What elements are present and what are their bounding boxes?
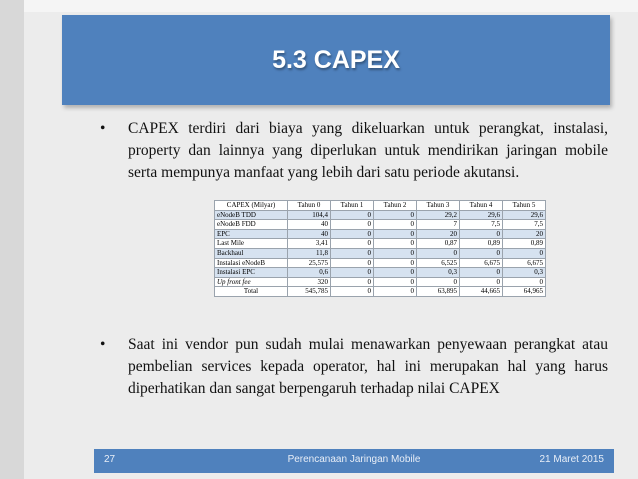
row-label-cell: Up front fee bbox=[215, 277, 288, 287]
value-cell: 104,4 bbox=[288, 210, 331, 220]
value-cell: 0 bbox=[331, 258, 374, 268]
table-header-cell: Tahun 4 bbox=[460, 201, 503, 211]
table-header-row bbox=[215, 201, 546, 211]
table-header-cell: CAPEX (Milyar) bbox=[215, 201, 288, 211]
value-cell: 0 bbox=[331, 239, 374, 249]
bullet-vendor-services bbox=[100, 334, 608, 400]
value-cell: 40 bbox=[288, 220, 331, 230]
table-header-cell: Tahun 2 bbox=[374, 201, 417, 211]
value-cell: 0 bbox=[503, 277, 546, 287]
row-label-cell: Instalasi EPC bbox=[215, 268, 288, 278]
value-cell: 7 bbox=[417, 220, 460, 230]
table-row bbox=[215, 268, 546, 278]
value-cell: 0,6 bbox=[288, 268, 331, 278]
row-label-cell: Total bbox=[215, 287, 288, 297]
value-cell: 320 bbox=[288, 277, 331, 287]
table-row bbox=[215, 239, 546, 249]
row-label-cell: Instalasi eNodeB bbox=[215, 258, 288, 268]
row-label-cell: Backhaul bbox=[215, 248, 288, 258]
value-cell: 0 bbox=[331, 229, 374, 239]
value-cell: 3,41 bbox=[288, 239, 331, 249]
value-cell: 0,89 bbox=[460, 239, 503, 249]
value-cell: 0 bbox=[374, 277, 417, 287]
value-cell: 0 bbox=[417, 248, 460, 258]
slide-title: 5.3 CAPEX bbox=[272, 45, 400, 74]
value-cell: 0 bbox=[331, 220, 374, 230]
bullet-text: Saat ini vendor pun sudah mulai menawarkan penyewaan perangkat atau pembelian services kepada operator, hal ini merupakan hal yang harus diperhatikan dan sangat berpengaruh terhadap nilai CAPEX bbox=[128, 336, 608, 397]
table-header-cell: Tahun 0 bbox=[288, 201, 331, 211]
table-header-cell: Tahun 5 bbox=[503, 201, 546, 211]
page-number: 27 bbox=[104, 454, 116, 465]
value-cell: 25,575 bbox=[288, 258, 331, 268]
value-cell: 0 bbox=[374, 268, 417, 278]
value-cell: 29,6 bbox=[460, 210, 503, 220]
value-cell: 0 bbox=[374, 229, 417, 239]
value-cell: 0 bbox=[331, 210, 374, 220]
value-cell: 6,675 bbox=[503, 258, 546, 268]
value-cell: 7,5 bbox=[503, 220, 546, 230]
value-cell: 0 bbox=[460, 268, 503, 278]
value-cell: 20 bbox=[503, 229, 546, 239]
value-cell: 0 bbox=[374, 239, 417, 249]
value-cell: 0 bbox=[374, 210, 417, 220]
value-cell: 44,665 bbox=[460, 287, 503, 297]
table-row bbox=[215, 287, 546, 297]
value-cell: 0,87 bbox=[417, 239, 460, 249]
value-cell: 0 bbox=[374, 220, 417, 230]
footer-title: Perencanaan Jaringan Mobile bbox=[287, 454, 421, 465]
bullet-symbol: • bbox=[100, 120, 106, 137]
row-label-cell: eNodeB TDD bbox=[215, 210, 288, 220]
top-decor-band bbox=[24, 0, 638, 12]
table-row bbox=[215, 248, 546, 258]
table-row bbox=[215, 258, 546, 268]
row-label-cell: Last Mile bbox=[215, 239, 288, 249]
table-row bbox=[215, 210, 546, 220]
capex-table bbox=[214, 200, 546, 297]
value-cell: 0 bbox=[460, 229, 503, 239]
value-cell: 0 bbox=[331, 248, 374, 258]
title-box bbox=[62, 15, 610, 105]
value-cell: 0 bbox=[417, 277, 460, 287]
value-cell: 0,89 bbox=[503, 239, 546, 249]
value-cell: 6,525 bbox=[417, 258, 460, 268]
row-label-cell: eNodeB FDD bbox=[215, 220, 288, 230]
value-cell: 20 bbox=[417, 229, 460, 239]
value-cell: 0,3 bbox=[503, 268, 546, 278]
value-cell: 64,965 bbox=[503, 287, 546, 297]
table-row bbox=[215, 220, 546, 230]
value-cell: 0 bbox=[460, 277, 503, 287]
table-row bbox=[215, 277, 546, 287]
value-cell: 0 bbox=[374, 258, 417, 268]
bullet-capex-definition bbox=[100, 118, 608, 184]
footer-bar bbox=[94, 449, 614, 473]
value-cell: 545,785 bbox=[288, 287, 331, 297]
bullet-text: CAPEX terdiri dari biaya yang dikeluarkan untuk perangkat, instalasi, property dan lainnya yang diperlukan untuk mendirikan jaringan mobile serta mempunya manfaat yang lebih dari satu periode akutansi. bbox=[128, 120, 608, 181]
value-cell: 0 bbox=[331, 268, 374, 278]
value-cell: 29,2 bbox=[417, 210, 460, 220]
value-cell: 0 bbox=[374, 248, 417, 258]
value-cell: 29,6 bbox=[503, 210, 546, 220]
table-row bbox=[215, 229, 546, 239]
value-cell: 6,675 bbox=[460, 258, 503, 268]
value-cell: 0,3 bbox=[417, 268, 460, 278]
table-header-cell: Tahun 1 bbox=[331, 201, 374, 211]
footer-date: 21 Maret 2015 bbox=[539, 454, 604, 465]
value-cell: 0 bbox=[331, 287, 374, 297]
value-cell: 11,8 bbox=[288, 248, 331, 258]
row-label-cell: EPC bbox=[215, 229, 288, 239]
value-cell: 7,5 bbox=[460, 220, 503, 230]
table-header-cell: Tahun 3 bbox=[417, 201, 460, 211]
value-cell: 0 bbox=[331, 277, 374, 287]
left-decor-bar bbox=[0, 0, 24, 479]
value-cell: 40 bbox=[288, 229, 331, 239]
value-cell: 0 bbox=[460, 248, 503, 258]
value-cell: 0 bbox=[374, 287, 417, 297]
bullet-symbol: • bbox=[100, 336, 106, 353]
value-cell: 63,895 bbox=[417, 287, 460, 297]
value-cell: 0 bbox=[503, 248, 546, 258]
